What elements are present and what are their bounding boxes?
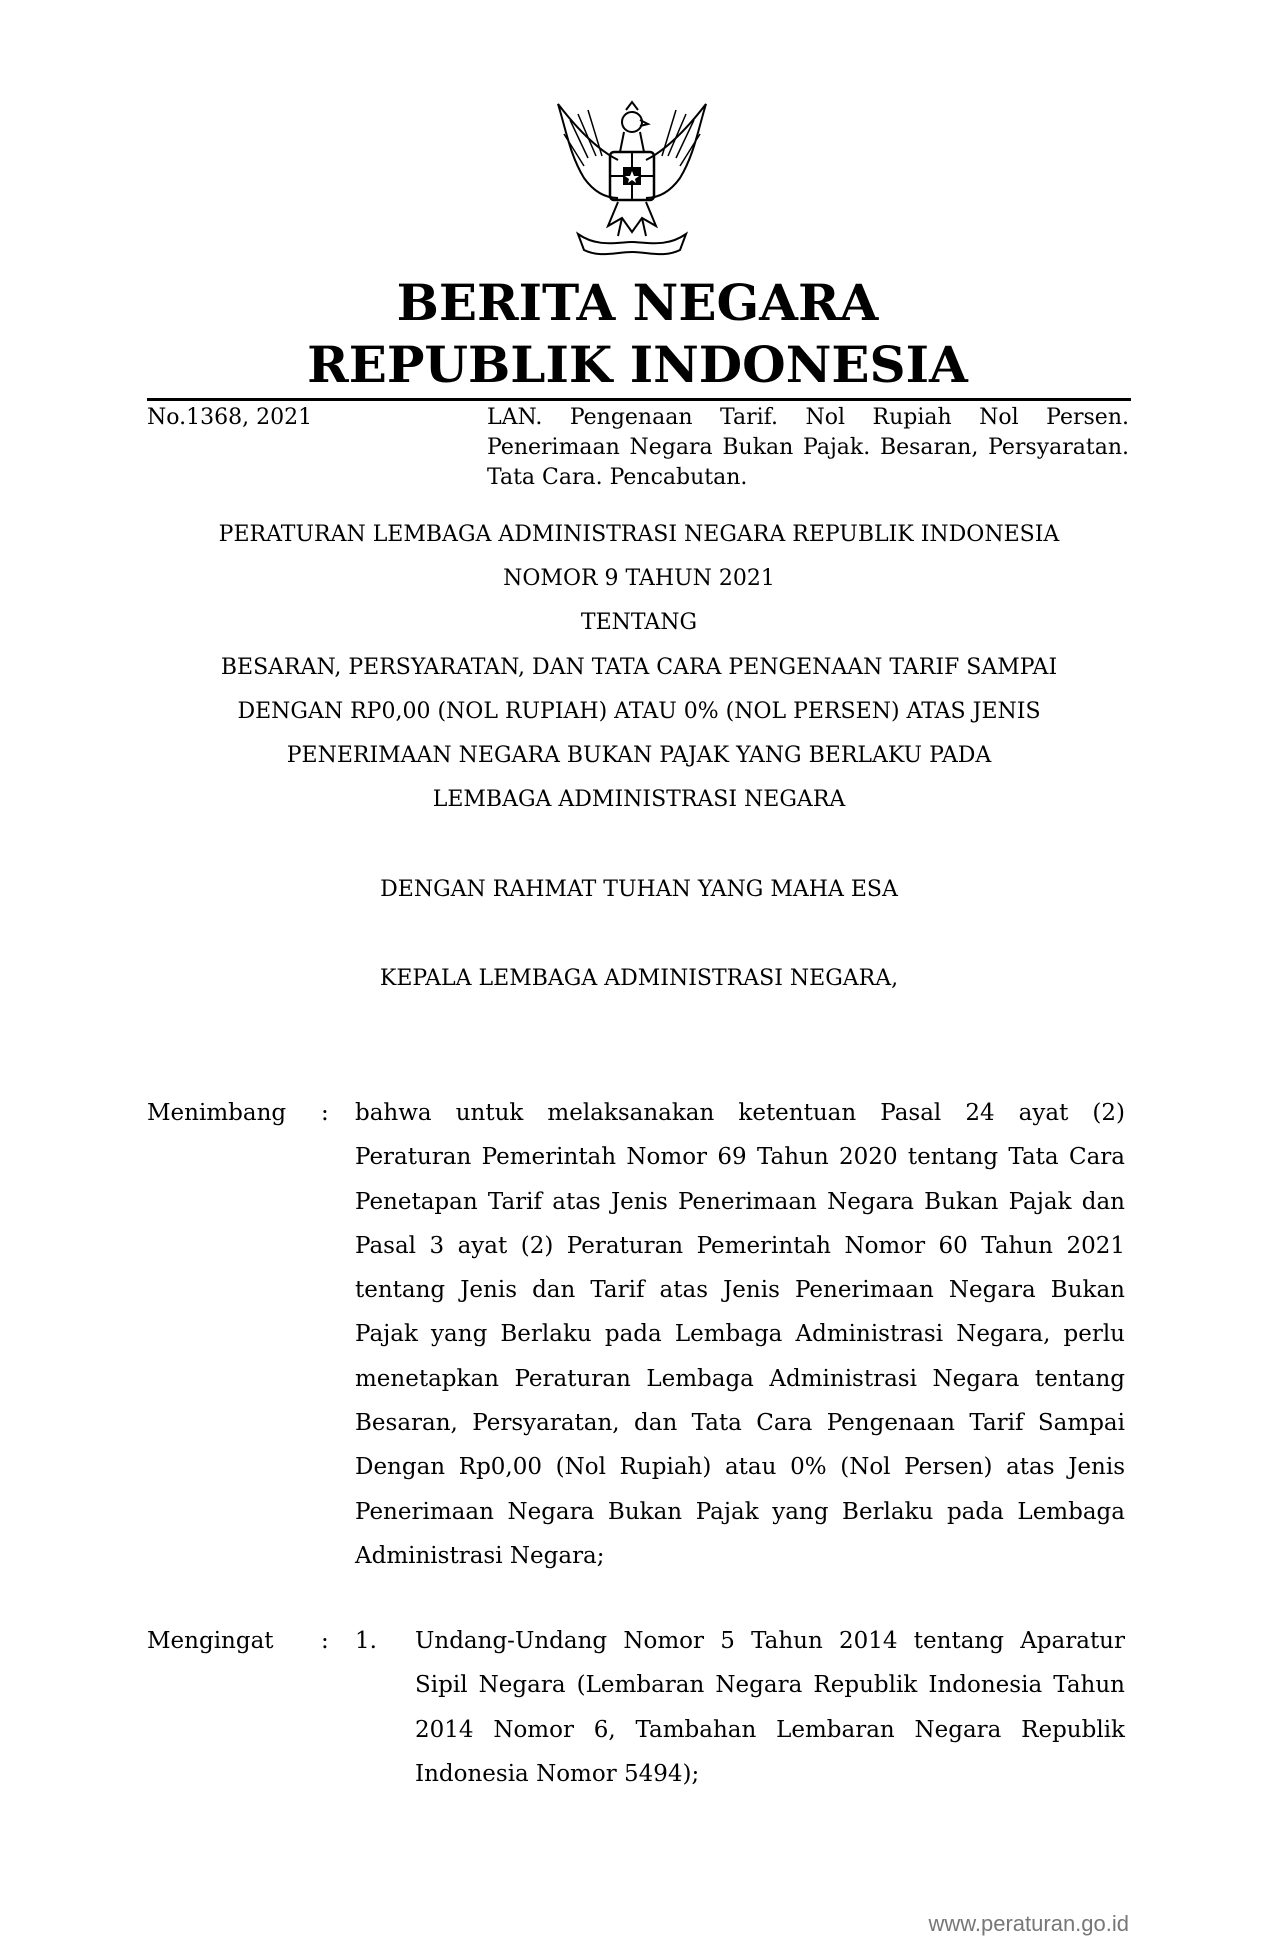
mengingat-item-text: Undang-Undang Nomor 5 Tahun 2014 tentang Aparatur Sipil Negara (Lembaran Negara Republik Indonesia Tahun 2014 Nomor 6, Tambahan Lembaran Negara Republik Indonesia Nomor 5494);: [415, 1628, 1125, 1787]
masthead-divider: [147, 398, 1131, 401]
regulation-number: NOMOR 9 TAHUN 2021: [503, 566, 775, 591]
regulation-tentang: TENTANG: [580, 610, 698, 635]
authority-line: KEPALA LEMBAGA ADMINISTRASI NEGARA,: [379, 966, 899, 991]
regulation-title: PERATURAN LEMBAGA ADMINISTRASI NEGARA REPUBLIK INDONESIA: [218, 522, 1060, 547]
document-summary: LAN. Pengenaan Tarif. Nol Rupiah Nol Persen. Penerimaan Negara Bukan Pajak. Besaran, Persyaratan. Tata Cara. Pencabutan.: [487, 405, 1129, 490]
mengingat-item-number: 1.: [355, 1628, 377, 1654]
regulation-subject-line: BESARAN, PERSYARATAN, DAN TATA CARA PENGENAAN TARIF SAMPAI: [220, 655, 1058, 680]
menimbang-label: Menimbang: [147, 1100, 287, 1126]
blessing-line: DENGAN RAHMAT TUHAN YANG MAHA ESA: [380, 877, 898, 902]
masthead-subtitle: REPUBLIK INDONESIA: [307, 335, 968, 394]
menimbang-colon: :: [321, 1100, 329, 1126]
regulation-subject-line: PENERIMAAN NEGARA BUKAN PAJAK YANG BERLAKU PADA: [286, 743, 992, 768]
masthead-title: BERITA NEGARA: [396, 273, 879, 332]
mengingat-colon: :: [321, 1628, 329, 1654]
footer-url: www.peraturan.go.id: [928, 1911, 1129, 1936]
regulation-subject-line: DENGAN RP0,00 (NOL RUPIAH) ATAU 0% (NOL PERSEN) ATAS JENIS: [237, 699, 1041, 724]
mengingat-label: Mengingat: [147, 1628, 274, 1654]
document-number: No.1368, 2021: [147, 405, 313, 430]
garuda-emblem-icon: [548, 100, 716, 260]
regulation-subject-line: LEMBAGA ADMINISTRASI NEGARA: [432, 787, 846, 812]
menimbang-text: bahwa untuk melaksanakan ketentuan Pasal 24 ayat (2) Peraturan Pemerintah Nomor 69 Tahun 2020 tentang Tata Cara Penetapan Tarif atas Jenis Penerimaan Negara Bukan Pajak dan Pasal 3 ayat (2) Peraturan Pemerintah Nomor 60 Tahun 2021 tentang Jenis dan Tarif atas Jenis Penerimaan Negara Bukan Pajak yang Berlaku pada Lembaga Administrasi Negara, perlu menetapkan Peraturan Lembaga Administrasi Negara tentang Besaran, Persyaratan, dan Tata Cara Pengenaan Tarif Sampai Dengan Rp0,00 (Nol Rupiah) atau 0% (Nol Persen) atas Jenis Penerimaan Negara Bukan Pajak yang Berlaku pada Lembaga Administrasi Negara;: [355, 1100, 1125, 1569]
